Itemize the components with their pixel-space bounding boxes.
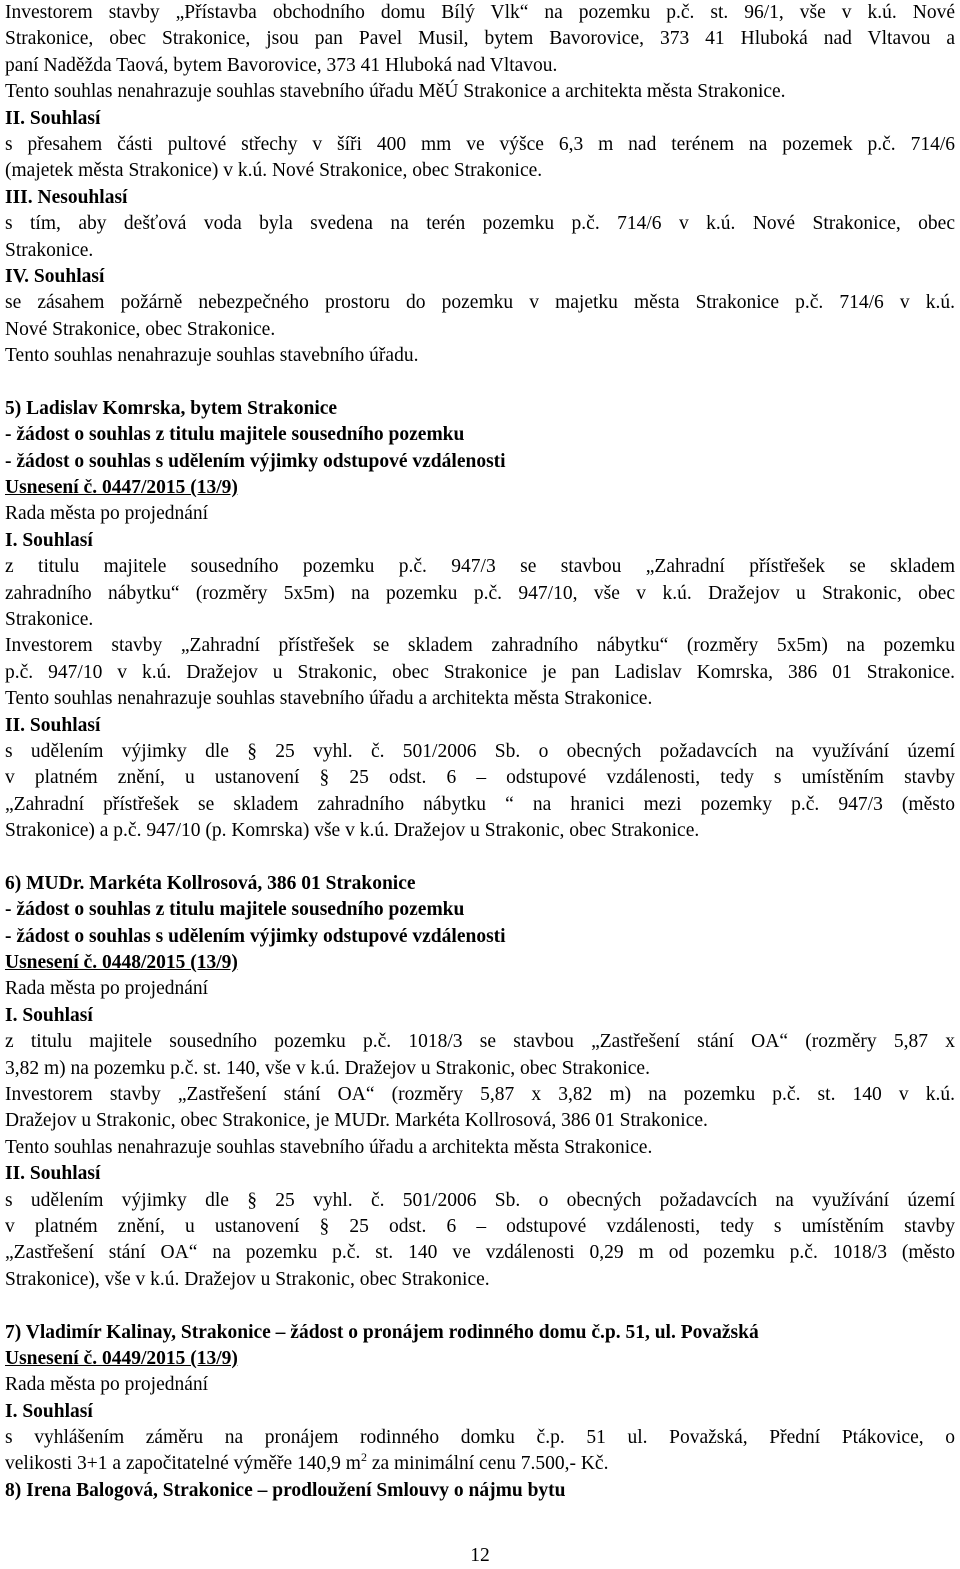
page-number: 12: [470, 1545, 490, 1566]
text-line: v platném znění, u ustanovení § 25 odst. 6 – odstupové vzdálenosti, tedy s umístěním stavby: [5, 1215, 955, 1237]
item-subheading: - žádost o souhlas s udělením výjimky odstupové vzdálenosti: [5, 925, 506, 947]
text-line: (majetek města Strakonice) v k.ú. Nové Strakonice, obec Strakonice.: [5, 160, 543, 182]
text-line-with-superscript: [5, 1451, 955, 1477]
text-line: Rada města po projednání: [5, 503, 209, 525]
item-heading: 7) Vladimír Kalinay, Strakonice – žádost o pronájem rodinného domu č.p. 51, ul. Považská: [5, 1321, 759, 1343]
text-segment: za minimální cenu 7.500,- Kč.: [366, 1453, 609, 1475]
blank-line: [5, 1293, 955, 1319]
text-line: v platném znění, u ustanovení § 25 odst. 6 – odstupové vzdálenosti, tedy s umístěním stavby: [5, 767, 955, 789]
text-line: s vyhlášením záměru na pronájem rodinného domku č.p. 51 ul. Považská, Přední Ptákovice, o: [5, 1427, 955, 1449]
text-line: Investorem stavby „Zastřešení stání OA“ (rozměry 5,87 x 3,82 m) na pozemku p.č. st. 140 v k.ú.: [5, 1084, 955, 1106]
resolution-number: Usnesení č. 0447/2015 (13/9): [5, 477, 238, 499]
item-subheading: - žádost o souhlas z titulu majitele sousedního pozemku: [5, 899, 465, 921]
text-line: zahradního nábytku“ (rozměry 5x5m) na pozemku p.č. 947/10, vše v k.ú. Dražejov u Strakonic, obec: [5, 582, 955, 604]
blank-line: [5, 845, 955, 871]
text-line: Tento souhlas nenahrazuje souhlas stavebního úřadu a architekta města Strakonice.: [5, 1136, 653, 1158]
text-line: z titulu majitele sousedního pozemku p.č. 1018/3 se stavbou „Zastřešení stání OA“ (rozměry 5,87 x: [5, 1031, 955, 1053]
section-heading: III. Nesouhlasí: [5, 186, 128, 208]
text-line: Tento souhlas nenahrazuje souhlas stavebního úřadu.: [5, 345, 419, 367]
text-line: „Zastřešení stání OA“ na pozemku p.č. st. 140 ve vzdálenosti 0,29 m od pozemku p.č. 1018/3 (město: [5, 1242, 955, 1264]
text-line: Strakonice), vše v k.ú. Dražejov u Strakonic, obec Strakonice.: [5, 1268, 490, 1290]
superscript: 2: [360, 1450, 367, 1465]
text-line: se zásahem požárně nebezpečného prostoru do pozemku v majetku města Strakonice p.č. 714/6 v k.ú.: [5, 292, 955, 314]
text-line: Nové Strakonice, obec Strakonice.: [5, 318, 276, 340]
section-heading: II. Souhlasí: [5, 107, 101, 129]
text-line: Investorem stavby „Přístavba obchodního domu Bílý Vlk“ na pozemku p.č. st. 96/1, vše v k.ú. Nové: [5, 2, 955, 23]
section-heading: I. Souhlasí: [5, 1004, 93, 1026]
item-heading: 6) MUDr. Markéta Kollrosová, 386 01 Strakonice: [5, 872, 416, 894]
text-line: Strakonice, obec Strakonice, jsou pan Pavel Musil, bytem Bavorovice, 373 41 Hluboká nad Vltavou a: [5, 28, 955, 50]
text-line: Investorem stavby „Zahradní přístřešek se skladem zahradního nábytku“ (rozměry 5x5m) na pozemku: [5, 635, 955, 657]
text-segment: velikosti 3+1 a započitatelné výměře 140,9 m: [5, 1453, 361, 1475]
text-line: 3,82 m) na pozemku p.č. st. 140, vše v k.ú. Dražejov u Strakonic, obec Strakonice.: [5, 1057, 650, 1079]
text-line: paní Naděžda Taová, bytem Bavorovice, 373 41 Hluboká nad Vltavou.: [5, 54, 558, 76]
item-heading: 5) Ladislav Komrska, bytem Strakonice: [5, 397, 338, 419]
text-line: Rada města po projednání: [5, 978, 209, 1000]
section-heading: II. Souhlasí: [5, 714, 101, 736]
document-body: [5, 0, 955, 1504]
text-line: Rada města po projednání: [5, 1374, 209, 1396]
section-heading: IV. Souhlasí: [5, 265, 105, 287]
section-heading: I. Souhlasí: [5, 529, 93, 551]
item-subheading: - žádost o souhlas s udělením výjimky odstupové vzdálenosti: [5, 450, 506, 472]
text-line: Strakonice.: [5, 239, 94, 261]
text-line: s udělením výjimky dle § 25 vyhl. č. 501/2006 Sb. o obecných požadavcích na využívání území: [5, 740, 955, 762]
text-line: Strakonice) a p.č. 947/10 (p. Komrska) vše v k.ú. Dražejov u Strakonic, obec Strakonice.: [5, 820, 700, 842]
text-line: Tento souhlas nenahrazuje souhlas stavebního úřadu a architekta města Strakonice.: [5, 688, 653, 710]
blank-line: [5, 369, 955, 395]
item-subheading: - žádost o souhlas z titulu majitele sousedního pozemku: [5, 424, 465, 446]
text-line: „Zahradní přístřešek se skladem zahradního nábytku “ na hranici mezi pozemky p.č. 947/3 (město: [5, 793, 955, 815]
section-heading: I. Souhlasí: [5, 1400, 93, 1422]
text-line: Tento souhlas nenahrazuje souhlas stavebního úřadu MěÚ Strakonice a architekta města Strakonice.: [5, 81, 786, 103]
text-line: s udělením výjimky dle § 25 vyhl. č. 501/2006 Sb. o obecných požadavcích na využívání území: [5, 1189, 955, 1211]
text-line: s přesahem části pultové střechy v šíři 400 mm ve výšce 6,3 m nad terénem na pozemek p.č. 714/6: [5, 133, 955, 155]
resolution-number: Usnesení č. 0448/2015 (13/9): [5, 952, 238, 974]
item-heading: 8) Irena Balogová, Strakonice – prodloužení Smlouvy o nájmu bytu: [5, 1479, 566, 1501]
text-line: s tím, aby dešťová voda byla svedena na terén pozemku p.č. 714/6 v k.ú. Nové Strakonice, obec: [5, 213, 955, 235]
section-heading: II. Souhlasí: [5, 1163, 101, 1185]
text-line: p.č. 947/10 v k.ú. Dražejov u Strakonic, obec Strakonice je pan Ladislav Komrska, 386 01 Strakonice.: [5, 661, 955, 683]
text-line: z titulu majitele sousedního pozemku p.č. 947/3 se stavbou „Zahradní přístřešek se skladem: [5, 556, 955, 578]
text-line: Dražejov u Strakonic, obec Strakonice, je MUDr. Markéta Kollrosová, 386 01 Strakonice.: [5, 1110, 708, 1132]
resolution-number: Usnesení č. 0449/2015 (13/9): [5, 1347, 238, 1369]
text-line: Strakonice.: [5, 608, 94, 630]
